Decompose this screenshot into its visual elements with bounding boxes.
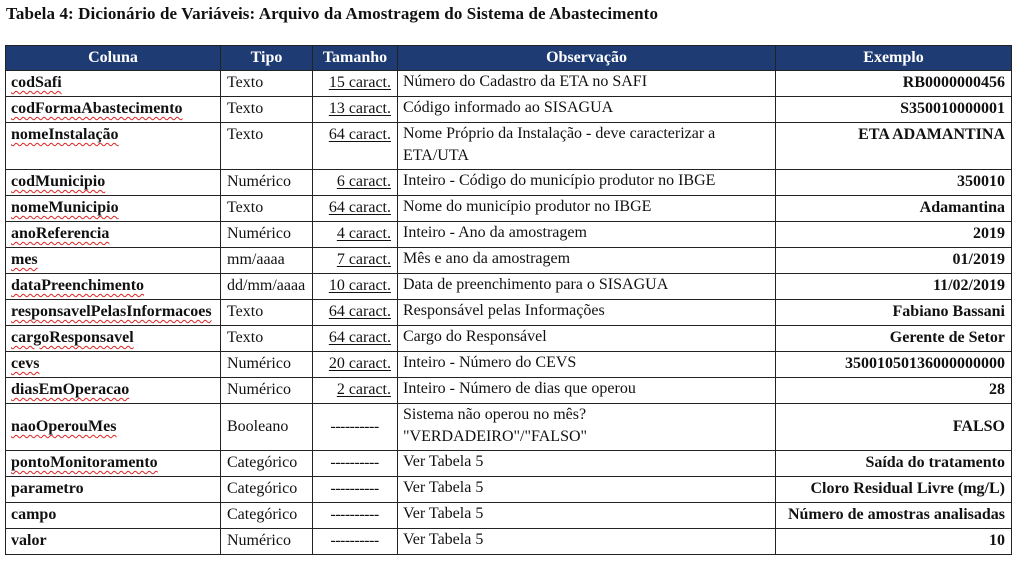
column-name-text: parametro bbox=[11, 480, 84, 497]
column-name-text: codMunicipio bbox=[11, 173, 106, 190]
header-observacao: Observação bbox=[398, 46, 776, 71]
column-name-text: codSafi bbox=[11, 74, 62, 91]
tamanho-text: 13 caract. bbox=[328, 100, 391, 117]
cell-exemplo: 2019 bbox=[776, 222, 1012, 248]
tamanho-text: 10 caract. bbox=[328, 277, 391, 294]
cell-tipo: Numérico bbox=[221, 378, 313, 404]
cell-observacao: Responsável pelas Informações bbox=[398, 300, 776, 326]
table-caption: Tabela 4: Dicionário de Variáveis: Arquivo da Amostragem do Sistema de Abastecimento bbox=[6, 4, 659, 23]
cell-tipo: Texto bbox=[221, 326, 313, 352]
header-tamanho: Tamanho bbox=[313, 46, 398, 71]
cell-coluna bbox=[6, 170, 221, 196]
cell-tipo: Numérico bbox=[221, 529, 313, 555]
cell-observacao: Cargo do Responsável bbox=[398, 326, 776, 352]
cell-tamanho: ---------- bbox=[313, 404, 398, 451]
cell-coluna bbox=[6, 300, 221, 326]
cell-observacao: Data de preenchimento para o SISAGUA bbox=[398, 274, 776, 300]
tamanho-text: 4 caract. bbox=[336, 225, 391, 242]
cell-exemplo: FALSO bbox=[776, 404, 1012, 451]
table-row bbox=[6, 170, 1012, 196]
table-body bbox=[6, 71, 1012, 555]
cell-tamanho bbox=[313, 274, 398, 300]
cell-tipo: Categórico bbox=[221, 477, 313, 503]
table-row bbox=[6, 222, 1012, 248]
table-row bbox=[6, 300, 1012, 326]
cell-tamanho bbox=[313, 248, 398, 274]
table-row bbox=[6, 477, 1012, 503]
column-name-text: mes bbox=[11, 251, 38, 268]
table-row bbox=[6, 97, 1012, 123]
table-row bbox=[6, 404, 1012, 451]
cell-tipo: Texto bbox=[221, 71, 313, 97]
cell-coluna bbox=[6, 404, 221, 451]
cell-observacao: Mês e ano da amostragem bbox=[398, 248, 776, 274]
cell-tamanho bbox=[313, 71, 398, 97]
cell-tipo: Texto bbox=[221, 97, 313, 123]
column-name-text: dataPreenchimento bbox=[11, 277, 145, 294]
cell-coluna bbox=[6, 274, 221, 300]
column-name-text: codFormaAbastecimento bbox=[11, 100, 183, 117]
cell-coluna bbox=[6, 97, 221, 123]
cell-coluna bbox=[6, 71, 221, 97]
cell-tipo: Texto bbox=[221, 196, 313, 222]
tamanho-text: 64 caract. bbox=[328, 126, 391, 143]
cell-tipo: Numérico bbox=[221, 352, 313, 378]
cell-observacao: Inteiro - Número do CEVS bbox=[398, 352, 776, 378]
table-row bbox=[6, 248, 1012, 274]
tamanho-text: 64 caract. bbox=[328, 199, 391, 216]
cell-exemplo: 350010 bbox=[776, 170, 1012, 196]
table-row bbox=[6, 451, 1012, 477]
cell-observacao: Inteiro - Código do município produtor no IBGE bbox=[398, 170, 776, 196]
cell-observacao: Inteiro - Ano da amostragem bbox=[398, 222, 776, 248]
cell-tamanho bbox=[313, 326, 398, 352]
column-name-text: naoOperouMes bbox=[11, 418, 117, 435]
cell-exemplo: 28 bbox=[776, 378, 1012, 404]
cell-exemplo: Fabiano Bassani bbox=[776, 300, 1012, 326]
cell-tamanho bbox=[313, 123, 398, 170]
cell-coluna bbox=[6, 378, 221, 404]
header-tipo: Tipo bbox=[221, 46, 313, 71]
column-name-text: pontoMonitoramento bbox=[11, 454, 158, 471]
column-name-text: cevs bbox=[11, 355, 40, 372]
cell-tipo: Categórico bbox=[221, 451, 313, 477]
cell-observacao: Ver Tabela 5 bbox=[398, 529, 776, 555]
cell-coluna bbox=[6, 222, 221, 248]
column-name-text: valor bbox=[11, 532, 47, 549]
cell-observacao: Ver Tabela 5 bbox=[398, 451, 776, 477]
cell-exemplo: RB0000000456 bbox=[776, 71, 1012, 97]
cell-tipo: Numérico bbox=[221, 170, 313, 196]
table-row bbox=[6, 326, 1012, 352]
cell-tamanho: ---------- bbox=[313, 477, 398, 503]
cell-tipo: dd/mm/aaaa bbox=[221, 274, 313, 300]
tamanho-text: 2 caract. bbox=[336, 381, 391, 398]
cell-tamanho bbox=[313, 196, 398, 222]
cell-exemplo: Número de amostras analisadas bbox=[776, 503, 1012, 529]
cell-tipo: Numérico bbox=[221, 222, 313, 248]
cell-observacao: Inteiro - Número de dias que operou bbox=[398, 378, 776, 404]
column-name-text: nomeInstalação bbox=[11, 126, 119, 143]
cell-observacao: Nome do município produtor no IBGE bbox=[398, 196, 776, 222]
cell-tipo: Booleano bbox=[221, 404, 313, 451]
tamanho-text: 6 caract. bbox=[336, 173, 391, 190]
cell-coluna bbox=[6, 503, 221, 529]
header-coluna: Coluna bbox=[6, 46, 221, 71]
table-row bbox=[6, 529, 1012, 555]
cell-coluna bbox=[6, 352, 221, 378]
column-name-text: cargoResponsavel bbox=[11, 329, 134, 346]
cell-coluna bbox=[6, 196, 221, 222]
tamanho-text: 20 caract. bbox=[328, 355, 391, 372]
cell-exemplo: 10 bbox=[776, 529, 1012, 555]
cell-observacao: Nome Próprio da Instalação - deve caracterizar a ETA/UTA bbox=[398, 123, 776, 170]
column-name-text: anoReferencia bbox=[11, 225, 110, 242]
cell-tamanho: ---------- bbox=[313, 451, 398, 477]
cell-coluna bbox=[6, 123, 221, 170]
cell-coluna bbox=[6, 451, 221, 477]
tamanho-text: 64 caract. bbox=[328, 329, 391, 346]
cell-exemplo: S350010000001 bbox=[776, 97, 1012, 123]
cell-tipo: mm/aaaa bbox=[221, 248, 313, 274]
table-row bbox=[6, 71, 1012, 97]
cell-tamanho bbox=[313, 300, 398, 326]
cell-tamanho bbox=[313, 97, 398, 123]
cell-observacao: Número do Cadastro da ETA no SAFI bbox=[398, 71, 776, 97]
cell-tamanho: ---------- bbox=[313, 503, 398, 529]
table-row bbox=[6, 123, 1012, 170]
tamanho-text: 15 caract. bbox=[328, 74, 391, 91]
cell-tamanho: ---------- bbox=[313, 529, 398, 555]
cell-tipo: Texto bbox=[221, 123, 313, 170]
cell-exemplo: Cloro Residual Livre (mg/L) bbox=[776, 477, 1012, 503]
column-name-text: diasEmOperacao bbox=[11, 381, 130, 398]
cell-exemplo: 11/02/2019 bbox=[776, 274, 1012, 300]
cell-coluna bbox=[6, 248, 221, 274]
cell-exemplo: 35001050136000000000 bbox=[776, 352, 1012, 378]
table-row bbox=[6, 378, 1012, 404]
cell-observacao: Ver Tabela 5 bbox=[398, 477, 776, 503]
variable-dictionary-table bbox=[5, 45, 1012, 555]
cell-tipo: Categórico bbox=[221, 503, 313, 529]
table-row bbox=[6, 352, 1012, 378]
table-header-row bbox=[6, 46, 1012, 71]
table-row bbox=[6, 196, 1012, 222]
cell-exemplo: 01/2019 bbox=[776, 248, 1012, 274]
column-name-text: nomeMunicipio bbox=[11, 199, 119, 216]
cell-observacao: Código informado ao SISAGUA bbox=[398, 97, 776, 123]
cell-tamanho bbox=[313, 170, 398, 196]
cell-tamanho bbox=[313, 378, 398, 404]
tamanho-text: 7 caract. bbox=[336, 251, 391, 268]
column-name-text: campo bbox=[11, 506, 57, 523]
cell-coluna bbox=[6, 529, 221, 555]
cell-coluna bbox=[6, 326, 221, 352]
tamanho-text: 64 caract. bbox=[328, 303, 391, 320]
cell-observacao: Ver Tabela 5 bbox=[398, 503, 776, 529]
table-row bbox=[6, 503, 1012, 529]
column-name-text: responsavelPelasInformacoes bbox=[11, 303, 212, 320]
table-row bbox=[6, 274, 1012, 300]
cell-tamanho bbox=[313, 352, 398, 378]
cell-exemplo: ETA ADAMANTINA bbox=[776, 123, 1012, 170]
cell-coluna bbox=[6, 477, 221, 503]
cell-exemplo: Saída do tratamento bbox=[776, 451, 1012, 477]
cell-tipo: Texto bbox=[221, 300, 313, 326]
cell-tamanho bbox=[313, 222, 398, 248]
header-exemplo: Exemplo bbox=[776, 46, 1012, 71]
cell-exemplo: Adamantina bbox=[776, 196, 1012, 222]
cell-observacao: Sistema não operou no mês? "VERDADEIRO"/"FALSO" bbox=[398, 404, 776, 451]
cell-exemplo: Gerente de Setor bbox=[776, 326, 1012, 352]
